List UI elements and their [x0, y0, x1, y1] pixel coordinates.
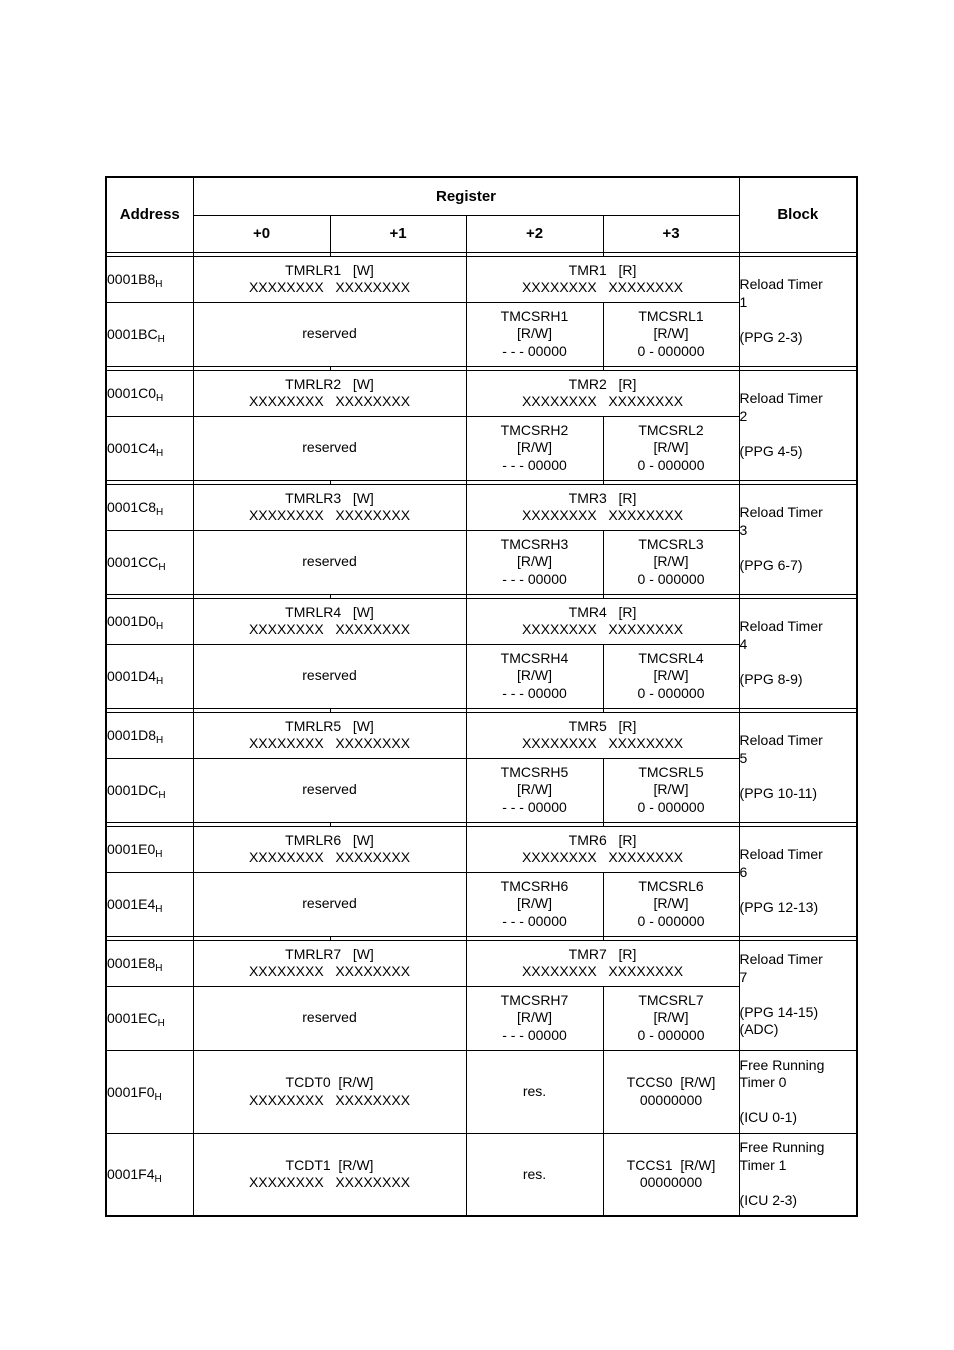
address-cell [106, 826, 193, 872]
control-status-high-line: TMCSRH2 [500, 421, 569, 438]
hex-suffix: H [155, 904, 163, 915]
block-name-line: Timer 0 [739, 1074, 787, 1090]
hex-suffix: H [156, 393, 164, 404]
block-name-line: Reload Timer [739, 390, 823, 406]
control-status-low-line: TMCSRL6 [638, 877, 704, 894]
timer-data-register-line: TCDT1 [R/W] [285, 1156, 374, 1173]
control-status-low-line: 0 - 000000 [637, 570, 705, 587]
timer-register-cell [466, 484, 739, 530]
hex-suffix: H [156, 676, 164, 687]
reload-register-line: XXXXXXXX XXXXXXXX [248, 507, 411, 523]
block-name-line: (PPG 12-13) [739, 898, 819, 915]
address-header: Address [106, 177, 193, 252]
block-name-line: (PPG 14-15) [739, 1003, 819, 1020]
block-name-line: 1 [739, 293, 748, 310]
control-status-low-cell [603, 872, 739, 936]
reload-register-cell [193, 484, 466, 530]
control-status-high-cell [466, 644, 603, 708]
block-name-line [740, 767, 857, 785]
block-name-line [740, 311, 857, 329]
control-status-low-line: 0 - 000000 [637, 1026, 705, 1043]
register-row [106, 940, 857, 986]
control-status-low-line: TMCSRL2 [638, 421, 704, 438]
register-map-table [105, 176, 858, 1217]
block-cell [739, 598, 857, 708]
control-status-low-cell [603, 986, 739, 1050]
block-name-line: (ICU 2-3) [739, 1191, 798, 1208]
timer-register-line: XXXXXXXX XXXXXXXX [521, 279, 684, 295]
register-row [106, 1133, 857, 1216]
reload-register-cell [193, 826, 466, 872]
reserved-cell: res. [466, 1050, 603, 1133]
hex-suffix: H [155, 849, 163, 860]
timer-register-line: XXXXXXXX XXXXXXXX [521, 963, 684, 979]
control-status-high-line: TMCSRH4 [500, 649, 569, 666]
timer-register-line: TMR6 [R] [568, 831, 637, 848]
address-value: 0001D8 [107, 727, 157, 743]
address-value: 0001E8 [107, 955, 156, 971]
hex-suffix: H [156, 735, 164, 746]
block-name-line: (PPG 2-3) [739, 328, 803, 345]
address-cell [106, 484, 193, 530]
reserved-cell: res. [466, 1133, 603, 1216]
block-name-line: Reload Timer [739, 846, 823, 862]
block-name-line [740, 1174, 857, 1192]
control-status-low-line: 0 - 000000 [637, 456, 705, 473]
block-name-line: (PPG 6-7) [739, 556, 803, 573]
reserved-cell: reserved [193, 416, 466, 480]
timer-register-cell [466, 712, 739, 758]
control-status-low-line: [R/W] [653, 1009, 689, 1026]
block-name-line: (PPG 10-11) [739, 784, 818, 801]
reload-register-line: TMRLR5 [W] [285, 717, 374, 734]
control-status-low-line: [R/W] [653, 325, 689, 342]
block-cell [739, 826, 857, 936]
control-status-high-line: TMCSRH3 [500, 535, 569, 552]
address-cell [106, 712, 193, 758]
address-value: 0001C0 [107, 385, 157, 401]
address-cell [106, 1050, 193, 1133]
control-status-high-line: - - - 00000 [502, 570, 567, 587]
reserved-cell: reserved [193, 644, 466, 708]
control-status-high-line: - - - 00000 [502, 1026, 567, 1043]
timer-register-line: XXXXXXXX XXXXXXXX [521, 735, 684, 751]
timer-control-status-line: TCCS1 [R/W] [626, 1156, 716, 1173]
block-name-line: Reload Timer [739, 618, 823, 634]
block-name-line: 3 [739, 521, 748, 538]
timer-control-status-line: TCCS0 [R/W] [626, 1074, 716, 1090]
block-name-line: Timer 1 [739, 1156, 787, 1173]
hex-suffix: H [154, 1174, 162, 1186]
control-status-low-cell [603, 302, 739, 366]
reload-register-cell [193, 370, 466, 416]
register-row [106, 1050, 857, 1133]
reload-register-line: TMRLR2 [W] [285, 375, 374, 392]
reload-register-line: TMRLR7 [W] [285, 945, 374, 962]
control-status-high-line: - - - 00000 [502, 342, 567, 359]
block-cell [739, 1133, 857, 1216]
reload-register-line: TMRLR4 [W] [285, 603, 374, 620]
control-status-high-line: TMCSRH7 [500, 991, 569, 1008]
address-value: 0001EC [107, 1010, 158, 1026]
control-status-high-line: - - - 00000 [502, 456, 567, 473]
address-value: 0001E0 [107, 841, 156, 857]
address-cell [106, 1133, 193, 1216]
register-row [106, 826, 857, 872]
hex-suffix: H [156, 448, 164, 459]
control-status-high-line: TMCSRH5 [500, 763, 569, 780]
control-status-low-line: 0 - 000000 [637, 342, 705, 359]
timer-data-register-line: TCDT0 [R/W] [285, 1074, 374, 1090]
timer-register-cell [466, 256, 739, 302]
timer-control-status-line: 00000000 [639, 1174, 703, 1191]
address-value: 0001DC [107, 782, 159, 798]
hex-suffix: H [156, 621, 164, 632]
address-value: 0001E4 [107, 896, 156, 912]
block-name-line: 2 [739, 407, 748, 424]
block-name-line [740, 425, 857, 443]
control-status-low-cell [603, 758, 739, 822]
register-row [106, 256, 857, 302]
control-status-high-line: [R/W] [517, 325, 552, 342]
reload-register-line: TMRLR6 [W] [285, 831, 374, 848]
timer-data-register-cell [193, 1133, 466, 1216]
hex-suffix: H [158, 790, 166, 801]
timer-register-cell [466, 370, 739, 416]
address-cell [106, 986, 193, 1050]
hex-suffix: H [157, 1018, 165, 1029]
control-status-high-cell [466, 986, 603, 1050]
register-row [106, 484, 857, 530]
control-status-high-line: - - - 00000 [502, 912, 567, 929]
reload-register-line: TMRLR1 [W] [285, 261, 374, 278]
address-cell [106, 416, 193, 480]
block-name-line: (ADC) [739, 1021, 779, 1038]
reload-register-cell [193, 940, 466, 986]
reserved-cell: reserved [193, 530, 466, 594]
reload-register-line: XXXXXXXX XXXXXXXX [248, 393, 411, 409]
block-name-line: Reload Timer [739, 732, 823, 748]
block-name-line: Free Running [739, 1139, 825, 1156]
address-cell [106, 370, 193, 416]
block-name-line: (PPG 8-9) [739, 670, 803, 687]
reload-register-cell [193, 598, 466, 644]
control-status-low-cell [603, 416, 739, 480]
address-value: 0001CC [107, 554, 159, 570]
control-status-low-line: [R/W] [653, 553, 689, 570]
block-name-line: 7 [739, 968, 748, 985]
block-name-line: Reload Timer [739, 276, 823, 292]
control-status-high-line: [R/W] [517, 781, 552, 798]
block-name-line [740, 539, 857, 557]
control-status-high-line: TMCSRH1 [500, 307, 569, 324]
reload-register-line: XXXXXXXX XXXXXXXX [248, 279, 411, 295]
control-status-high-line: [R/W] [517, 667, 552, 684]
control-status-low-line: 0 - 000000 [637, 684, 705, 701]
control-status-low-line: TMCSRL4 [638, 649, 704, 666]
address-cell [106, 758, 193, 822]
address-cell [106, 940, 193, 986]
timer-register-line: TMR2 [R] [568, 375, 637, 392]
reload-register-line: TMRLR3 [W] [285, 489, 374, 506]
address-value: 0001BC [107, 326, 158, 342]
block-name-line: (PPG 4-5) [739, 442, 803, 459]
offset-header-2: +2 [466, 215, 603, 252]
block-name-line [740, 881, 857, 899]
block-name-line: 6 [739, 863, 748, 880]
address-value: 0001D0 [107, 613, 157, 629]
address-cell [106, 302, 193, 366]
block-name-line [740, 986, 857, 1004]
timer-register-line: XXXXXXXX XXXXXXXX [521, 621, 684, 637]
timer-register-line: XXXXXXXX XXXXXXXX [521, 507, 684, 523]
register-rows [106, 252, 857, 1216]
timer-register-line: TMR7 [R] [568, 945, 637, 962]
timer-register-line: TMR4 [R] [568, 603, 637, 620]
control-status-low-line: TMCSRL7 [638, 991, 704, 1008]
control-status-high-line: [R/W] [517, 895, 552, 912]
control-status-low-line: 0 - 000000 [637, 912, 705, 929]
timer-control-status-line: 00000000 [639, 1091, 703, 1108]
control-status-low-cell [603, 644, 739, 708]
control-status-high-cell [466, 416, 603, 480]
timer-register-line: TMR1 [R] [568, 261, 637, 278]
timer-register-cell [466, 940, 739, 986]
address-cell [106, 644, 193, 708]
reload-register-line: XXXXXXXX XXXXXXXX [248, 849, 411, 865]
timer-register-cell [466, 598, 739, 644]
address-cell [106, 256, 193, 302]
timer-data-register-cell [193, 1050, 466, 1133]
block-name-line: 5 [739, 749, 748, 766]
hex-suffix: H [157, 334, 165, 345]
block-cell [739, 256, 857, 366]
address-value: 0001F0 [107, 1083, 155, 1100]
register-header: Register [193, 177, 739, 215]
reserved-cell: reserved [193, 872, 466, 936]
hex-suffix: H [155, 279, 163, 290]
block-name-line [740, 653, 857, 671]
control-status-low-cell [603, 530, 739, 594]
control-status-high-cell [466, 872, 603, 936]
control-status-high-line: [R/W] [517, 553, 552, 570]
control-status-low-line: [R/W] [653, 895, 689, 912]
address-value: 0001C8 [107, 499, 157, 515]
control-status-high-cell [466, 302, 603, 366]
reload-register-line: XXXXXXXX XXXXXXXX [248, 963, 411, 979]
reserved-cell: reserved [193, 986, 466, 1050]
register-row [106, 712, 857, 758]
control-status-low-line: TMCSRL3 [638, 535, 704, 552]
address-value: 0001B8 [107, 271, 156, 287]
control-status-high-line: - - - 00000 [502, 684, 567, 701]
timer-register-line: XXXXXXXX XXXXXXXX [521, 393, 684, 409]
block-cell [739, 940, 857, 1050]
reload-register-line: XXXXXXXX XXXXXXXX [248, 621, 411, 637]
address-value: 0001D4 [107, 668, 157, 684]
address-cell [106, 872, 193, 936]
timer-register-line: TMR5 [R] [568, 717, 637, 734]
address-cell [106, 598, 193, 644]
control-status-low-line: [R/W] [653, 781, 689, 798]
control-status-high-cell [466, 530, 603, 594]
timer-control-status-cell [603, 1133, 739, 1216]
register-row [106, 370, 857, 416]
reload-register-line: XXXXXXXX XXXXXXXX [248, 735, 411, 751]
control-status-high-cell [466, 758, 603, 822]
hex-suffix: H [155, 963, 163, 974]
register-row [106, 598, 857, 644]
block-cell [739, 1050, 857, 1133]
block-name-line: 4 [739, 635, 748, 652]
control-status-high-line: [R/W] [517, 439, 552, 456]
timer-register-line: TMR3 [R] [568, 489, 637, 506]
offset-header-3: +3 [603, 215, 739, 252]
timer-register-line: XXXXXXXX XXXXXXXX [521, 849, 684, 865]
control-status-low-line: [R/W] [653, 667, 689, 684]
block-cell [739, 370, 857, 480]
offset-header-1: +1 [330, 215, 466, 252]
block-name-line: Free Running [739, 1056, 825, 1073]
timer-register-cell [466, 826, 739, 872]
timer-data-register-line: XXXXXXXX XXXXXXXX [248, 1091, 411, 1108]
control-status-high-line: - - - 00000 [502, 798, 567, 815]
block-name-line: (ICU 0-1) [739, 1109, 798, 1125]
control-status-low-line: [R/W] [653, 439, 689, 456]
reserved-cell: reserved [193, 758, 466, 822]
reserved-cell: reserved [193, 302, 466, 366]
block-name-line: Reload Timer [739, 504, 823, 520]
block-cell [739, 712, 857, 822]
block-name-line: Reload Timer [739, 951, 823, 968]
control-status-low-line: TMCSRL5 [638, 763, 704, 780]
address-value: 0001C4 [107, 440, 157, 456]
control-status-low-line: 0 - 000000 [637, 798, 705, 815]
hex-suffix: H [154, 1091, 162, 1103]
address-value: 0001F4 [107, 1166, 155, 1183]
hex-suffix: H [158, 562, 166, 573]
block-name-line [740, 1092, 857, 1110]
block-header: Block [739, 177, 857, 252]
offset-header-0: +0 [193, 215, 330, 252]
control-status-low-line: TMCSRL1 [638, 307, 704, 324]
timer-data-register-line: XXXXXXXX XXXXXXXX [248, 1174, 411, 1191]
reload-register-cell [193, 712, 466, 758]
address-cell [106, 530, 193, 594]
control-status-high-line: TMCSRH6 [500, 877, 569, 894]
hex-suffix: H [156, 507, 164, 518]
reload-register-cell [193, 256, 466, 302]
block-cell [739, 484, 857, 594]
control-status-high-line: [R/W] [517, 1009, 552, 1026]
timer-control-status-cell [603, 1050, 739, 1133]
